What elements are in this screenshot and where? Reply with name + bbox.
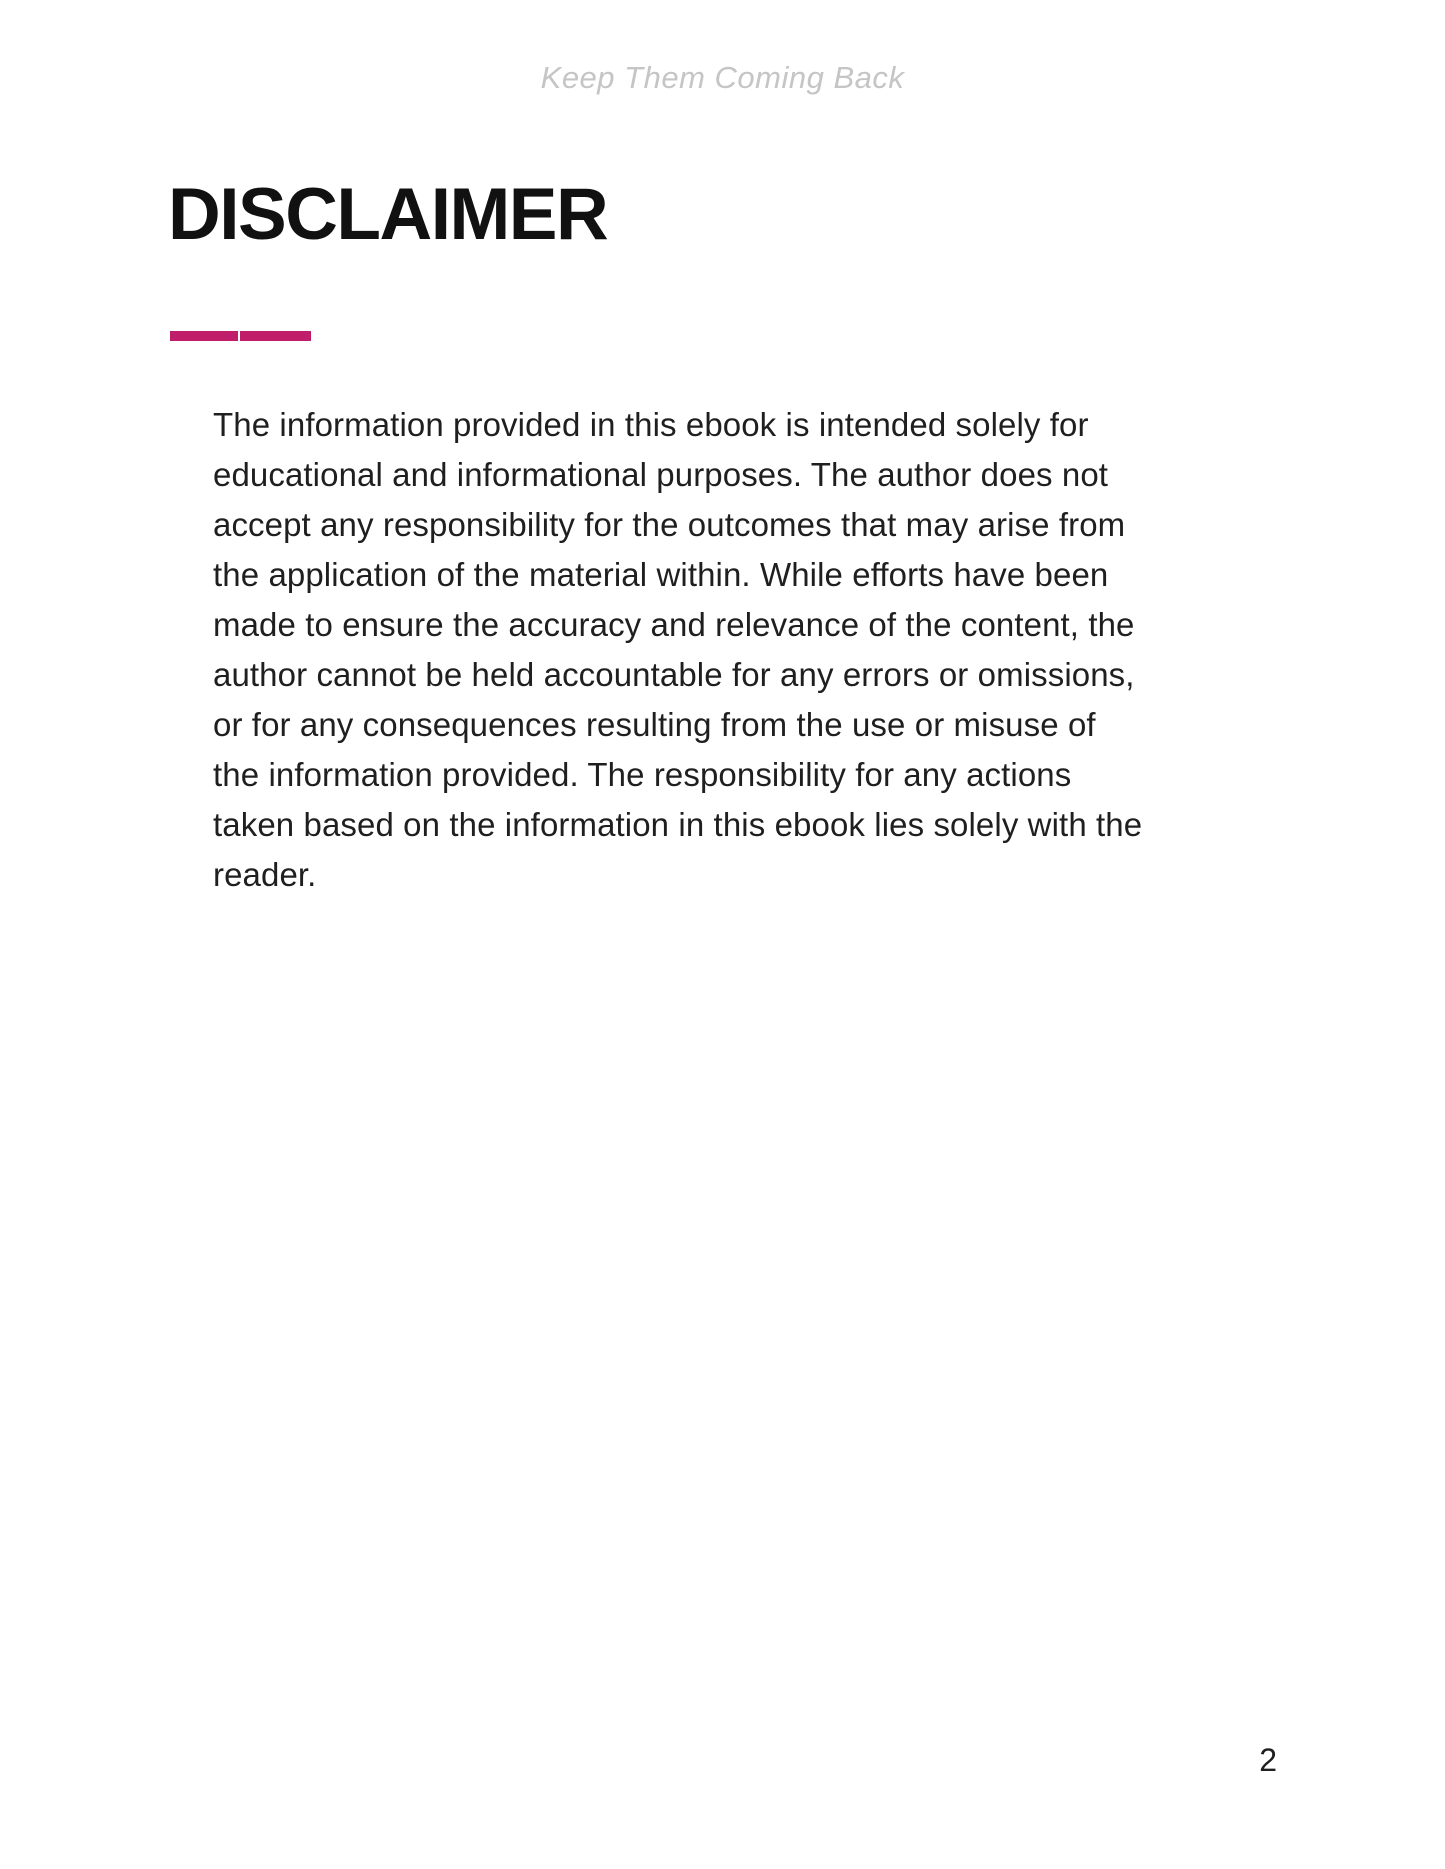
paragraph-line: or for any consequences resulting from the use or misuse of <box>213 706 1096 743</box>
accent-divider-segment <box>170 331 238 341</box>
paragraph-line: educational and informational purposes. The author does not <box>213 456 1109 493</box>
paragraph-line: the information provided. The responsibility for any actions <box>213 756 1072 793</box>
running-header: Keep Them Coming Back <box>540 60 905 95</box>
paragraph-line: made to ensure the accuracy and relevance of the content, the <box>213 606 1135 643</box>
page-title: DISCLAIMER <box>168 174 608 255</box>
paragraph-line: The information provided in this ebook is intended solely for <box>213 406 1089 443</box>
paragraph-line: reader. <box>213 856 317 893</box>
disclaimer-paragraph <box>213 400 1303 900</box>
page-number: 2 <box>1259 1742 1277 1778</box>
paragraph-line: the application of the material within. While efforts have been <box>213 556 1109 593</box>
paragraph-line: taken based on the information in this ebook lies solely with the <box>213 806 1143 843</box>
accent-divider-segment <box>240 331 311 341</box>
accent-divider <box>170 331 311 341</box>
paragraph-line: author cannot be held accountable for any errors or omissions, <box>213 656 1135 693</box>
paragraph-line: accept any responsibility for the outcomes that may arise from <box>213 506 1126 543</box>
